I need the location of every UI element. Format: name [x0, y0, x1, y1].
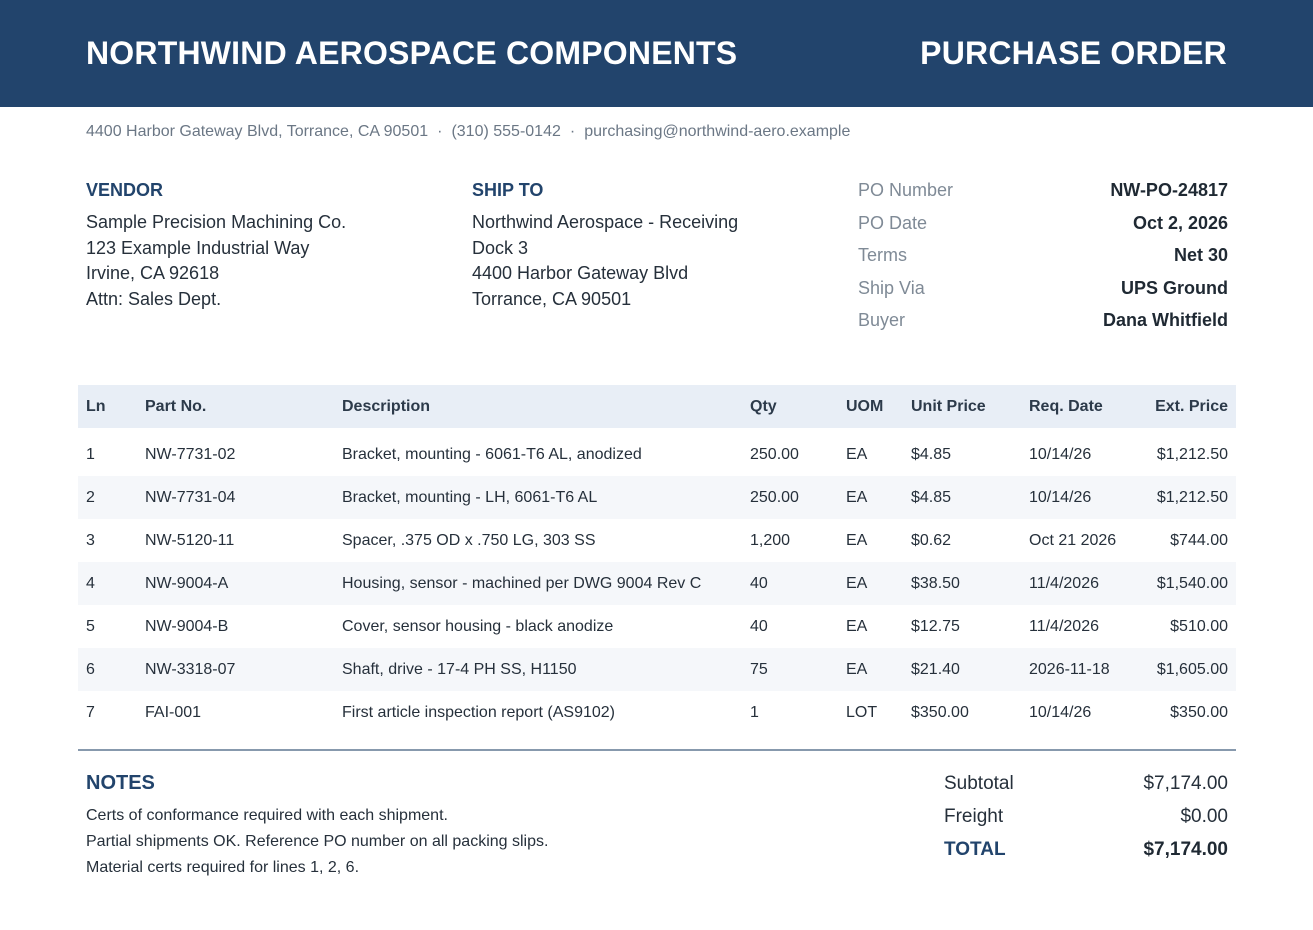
- cell-req-date: 2026-11-18: [1021, 648, 1139, 691]
- meta-value: UPS Ground: [1121, 277, 1228, 298]
- cell-part: FAI-001: [137, 691, 334, 734]
- cell-uom: LOT: [838, 691, 903, 734]
- meta-ship-via: [858, 276, 1228, 309]
- column-header: Ext. Price: [1139, 385, 1236, 428]
- cell-line: 6: [78, 648, 137, 691]
- cell-ext-price: $1,212.50: [1139, 476, 1236, 519]
- meta-value: Oct 2, 2026: [1132, 212, 1228, 233]
- cell-part: NW-9004-B: [137, 605, 334, 648]
- cell-uom: EA: [838, 433, 903, 476]
- meta-label: Buyer: [858, 310, 906, 330]
- cell-req-date: 11/4/2026: [1021, 562, 1139, 605]
- ship-to-dock: Dock 3: [472, 237, 529, 258]
- cell-line: 5: [78, 605, 137, 648]
- meta-label: Terms: [858, 245, 907, 265]
- cell-unit-price: $4.85: [903, 433, 1021, 476]
- cell-ext-price: $744.00: [1139, 519, 1236, 562]
- meta-label: PO Date: [858, 212, 928, 233]
- cell-description: Bracket, mounting - 6061-T6 AL, anodized: [334, 433, 742, 476]
- cell-unit-price: $21.40: [903, 648, 1021, 691]
- cell-ext-price: $1,540.00: [1139, 562, 1236, 605]
- total-label: TOTAL: [944, 839, 1006, 860]
- ship-to-street: 4400 Harbor Gateway Blvd: [472, 263, 689, 283]
- table-row: [78, 562, 1236, 605]
- cell-qty: 250.00: [742, 476, 838, 519]
- column-header: UOM: [838, 385, 903, 428]
- subtotal-label: Subtotal: [944, 773, 1014, 794]
- table-row: [78, 648, 1236, 691]
- cell-unit-price: $350.00: [903, 691, 1021, 734]
- cell-uom: EA: [838, 476, 903, 519]
- line-items-table: [78, 385, 1236, 734]
- meta-value: Net 30: [1173, 245, 1228, 265]
- meta-terms: [858, 243, 1228, 276]
- freight-value: $0.00: [1180, 806, 1228, 827]
- cell-unit-price: $0.62: [903, 519, 1021, 562]
- freight-row: [944, 804, 1228, 837]
- ship-to-name: Northwind Aerospace - Receiving: [472, 212, 739, 232]
- meta-value: Dana Whitfield: [1103, 310, 1228, 330]
- separator-dot: ·: [437, 123, 443, 140]
- cell-description: Housing, sensor - machined per DWG 9004 Rev C: [334, 562, 742, 605]
- total-value: $7,174.00: [1143, 839, 1228, 860]
- note-line: Certs of conformance required with each shipment.: [86, 807, 448, 824]
- vendor-street: 123 Example Industrial Way: [86, 237, 310, 258]
- cell-part: NW-7731-04: [137, 476, 334, 519]
- cell-description: Bracket, mounting - LH, 6061-T6 AL: [334, 476, 742, 519]
- cell-qty: 40: [742, 562, 838, 605]
- cell-part: NW-3318-07: [137, 648, 334, 691]
- cell-description: Spacer, .375 OD x .750 LG, 303 SS: [334, 519, 742, 562]
- column-header: Description: [334, 385, 742, 428]
- column-header: Unit Price: [903, 385, 1021, 428]
- column-header: Qty: [742, 385, 838, 428]
- meta-buyer: [858, 308, 1228, 341]
- cell-line: 4: [78, 562, 137, 605]
- table-header-row: [78, 385, 1236, 428]
- document-title: PURCHASE ORDER: [920, 35, 1227, 71]
- meta-value: NW-PO-24817: [1110, 180, 1228, 200]
- cell-uom: EA: [838, 519, 903, 562]
- table-row: [78, 519, 1236, 562]
- freight-label: Freight: [944, 806, 1004, 827]
- cell-qty: 250.00: [742, 433, 838, 476]
- cell-req-date: 11/4/2026: [1021, 605, 1139, 648]
- meta-po-number: [858, 178, 1228, 211]
- notes-heading: NOTES: [86, 772, 155, 794]
- cell-unit-price: $38.50: [903, 562, 1021, 605]
- cell-description: Shaft, drive - 17-4 PH SS, H1150: [334, 648, 742, 691]
- cell-line: 2: [78, 476, 137, 519]
- vendor-block: [86, 180, 346, 312]
- cell-ext-price: $350.00: [1139, 691, 1236, 734]
- company-name: NORTHWIND AEROSPACE COMPONENTS: [86, 35, 738, 71]
- cell-ext-price: $1,605.00: [1139, 648, 1236, 691]
- column-header: Req. Date: [1021, 385, 1139, 428]
- subtotal-row: [944, 771, 1228, 804]
- po-meta: [858, 178, 1228, 341]
- table-row: [78, 605, 1236, 648]
- vendor-city: Irvine, CA 92618: [86, 263, 220, 283]
- cell-qty: 75: [742, 648, 838, 691]
- cell-unit-price: $12.75: [903, 605, 1021, 648]
- table-row: [78, 476, 1236, 519]
- total-row: [944, 837, 1228, 870]
- vendor-attn: Attn: Sales Dept.: [86, 288, 222, 309]
- cell-line: 3: [78, 519, 137, 562]
- cell-unit-price: $4.85: [903, 476, 1021, 519]
- cell-req-date: 10/14/26: [1021, 691, 1139, 734]
- cell-description: Cover, sensor housing - black anodize: [334, 605, 742, 648]
- note-line: Partial shipments OK. Reference PO number on all packing slips.: [86, 833, 549, 850]
- column-header: Part No.: [137, 385, 334, 428]
- company-address: 4400 Harbor Gateway Blvd, Torrance, CA 90501: [86, 123, 429, 140]
- cell-ext-price: $1,212.50: [1139, 433, 1236, 476]
- cell-req-date: 10/14/26: [1021, 433, 1139, 476]
- meta-po-date: [858, 211, 1228, 244]
- vendor-name: Sample Precision Machining Co.: [86, 212, 347, 232]
- column-header: Ln: [78, 385, 137, 428]
- separator-dot: ·: [569, 123, 576, 140]
- ship-to-city: Torrance, CA 90501: [472, 288, 632, 309]
- meta-label: Ship Via: [858, 277, 925, 298]
- cell-uom: EA: [838, 648, 903, 691]
- cell-qty: 40: [742, 605, 838, 648]
- ship-to-heading: SHIP TO: [472, 180, 544, 200]
- table-row: [78, 433, 1236, 476]
- cell-uom: EA: [838, 605, 903, 648]
- cell-req-date: 10/14/26: [1021, 476, 1139, 519]
- cell-uom: EA: [838, 562, 903, 605]
- totals-block: [944, 771, 1228, 870]
- vendor-heading: VENDOR: [86, 180, 164, 200]
- cell-qty: 1: [742, 691, 838, 734]
- note-line: Material certs required for lines 1, 2, 6.: [86, 859, 360, 876]
- cell-qty: 1,200: [742, 519, 838, 562]
- table-row: [78, 691, 1236, 734]
- cell-req-date: Oct 21 2026: [1021, 519, 1139, 562]
- cell-line: 7: [78, 691, 137, 734]
- company-email: purchasing@northwind-aero.example: [584, 123, 851, 140]
- cell-ext-price: $510.00: [1139, 605, 1236, 648]
- section-divider: [78, 749, 1236, 751]
- notes-block: [86, 772, 548, 881]
- meta-label: PO Number: [858, 180, 954, 200]
- cell-part: NW-9004-A: [137, 562, 334, 605]
- company-phone: (310) 555-0142: [451, 123, 561, 140]
- cell-part: NW-7731-02: [137, 433, 334, 476]
- ship-to-block: [472, 180, 738, 312]
- cell-line: 1: [78, 433, 137, 476]
- document-header: [0, 0, 1313, 107]
- cell-description: First article inspection report (AS9102): [334, 691, 742, 734]
- company-contact-line: [86, 123, 850, 141]
- subtotal-value: $7,174.00: [1143, 773, 1228, 794]
- cell-part: NW-5120-11: [137, 519, 334, 562]
